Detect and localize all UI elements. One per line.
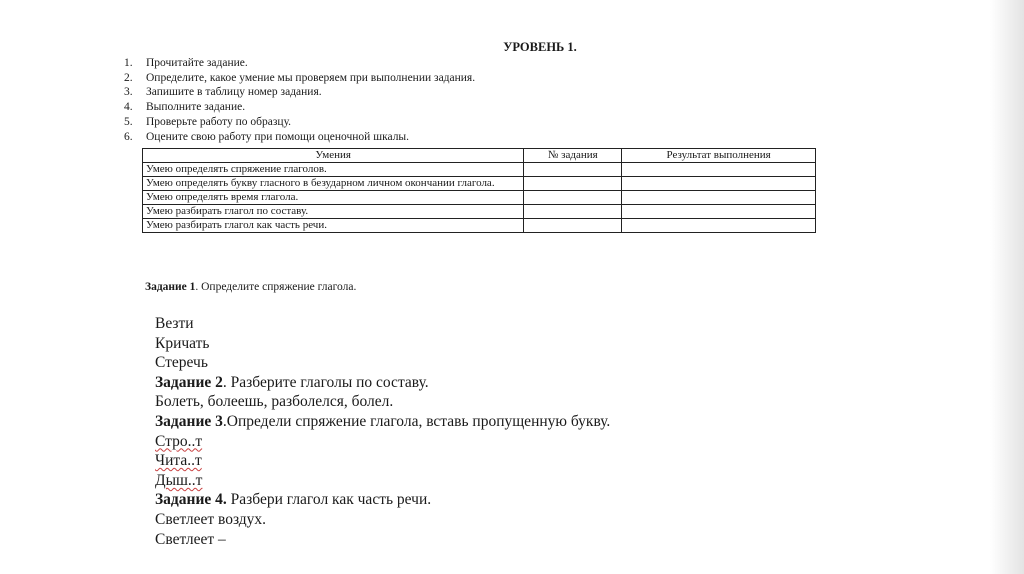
task-3-instruction (155, 412, 610, 432)
instruction-item: 4. Выполните задание. (124, 101, 246, 114)
task-3-label: Задание 3 (155, 412, 223, 430)
table-row (143, 219, 816, 233)
instruction-item: 1. Прочитайте задание. (124, 57, 248, 69)
skill-cell: Умею определять спряжение глаголов. (143, 163, 524, 177)
skill-cell: Умею разбирать глагол по составу. (143, 205, 524, 219)
task-number-cell[interactable] (524, 205, 622, 219)
task-number-cell[interactable] (524, 219, 622, 233)
level-heading: УРОВЕНЬ 1. (503, 40, 577, 54)
header-skills: Умения (143, 149, 524, 163)
fill-in-word: Стро..т (155, 432, 203, 450)
instruction-item: 2. Определите, какое умение мы проверяем при выполнении задания. (124, 71, 476, 84)
table-header-row (143, 149, 816, 163)
table-row (143, 163, 816, 177)
header-task-number: № задания (524, 149, 622, 163)
task-number-cell[interactable] (524, 177, 622, 191)
fill-in-word: Дыш..т (155, 471, 203, 489)
fill-in-word: Чита..т (155, 452, 202, 470)
table-row (143, 205, 816, 219)
task-2-label: Задание 2 (155, 373, 223, 391)
header-result: Результат выполнения (622, 149, 816, 163)
task-2-words: Болеть, болеешь, разболелся, болел. (155, 393, 394, 411)
page-edge-shadow (990, 0, 1024, 574)
verb-word: Везти (155, 315, 194, 332)
verb-word: Кричать (155, 334, 210, 352)
task-4-instruction (155, 490, 610, 510)
task-2-text: . Разберите глаголы по составу. (222, 373, 429, 391)
task-3-text: .Определи спряжение глагола, вставь пропущенную букву. (222, 412, 611, 430)
task-number-cell[interactable] (524, 191, 622, 205)
task-4-sentence: Светлеет воздух. (155, 510, 267, 528)
tasks-block (155, 314, 610, 549)
result-cell[interactable] (622, 163, 816, 177)
task-4-word: Светлеет – (155, 530, 226, 548)
instruction-item: 6. Оцените свою работу при помощи оценочной шкалы. (124, 130, 410, 143)
result-cell[interactable] (622, 219, 816, 233)
task-1-label: Задание 1 (145, 281, 196, 293)
result-cell[interactable] (622, 191, 816, 205)
task-2-instruction (155, 373, 610, 393)
instruction-list (124, 56, 475, 144)
skills-table (142, 148, 816, 233)
task-4-text: Разбери глагол как часть речи. (226, 491, 432, 509)
result-cell[interactable] (622, 177, 816, 191)
task-number-cell[interactable] (524, 163, 622, 177)
verb-word: Стеречь (155, 354, 208, 372)
instruction-item: 3. Запишите в таблицу номер задания. (124, 86, 322, 99)
instruction-item: 5. Проверьте работу по образцу. (124, 115, 292, 128)
table-row (143, 191, 816, 205)
table-row (143, 177, 816, 191)
result-cell[interactable] (622, 205, 816, 219)
skill-cell: Умею разбирать глагол как часть речи. (143, 219, 524, 233)
task-1-text: . Определите спряжение глагола. (195, 281, 357, 293)
task-4-label: Задание 4. (155, 491, 227, 509)
skill-cell: Умею определять время глагола. (143, 191, 524, 205)
skill-cell: Умею определять букву гласного в безударном личном окончании глагола. (143, 177, 524, 191)
task-1-instruction (145, 281, 356, 293)
